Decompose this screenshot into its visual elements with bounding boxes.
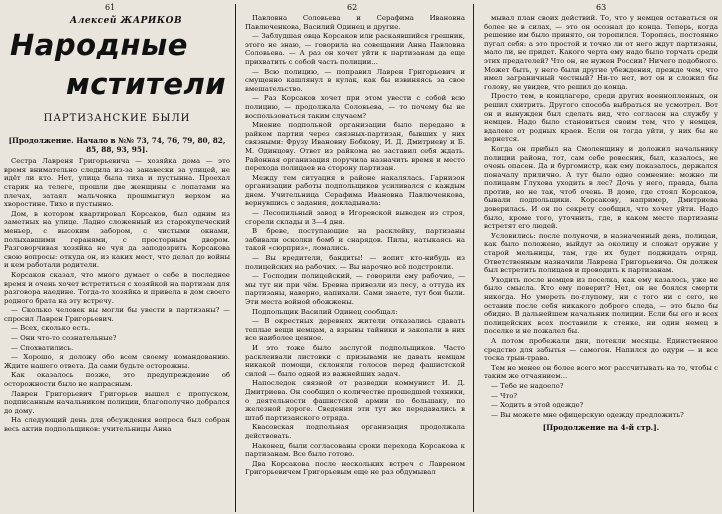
- column-divider: [473, 4, 474, 512]
- paragraph: Сестра Лавреня Григорьевича — хозяйка дома — это время внимательно следила из-за занавески за улицей, не идёт ли кто. Нет, улица была тиха и пустынна. Проехал старик на телеге, прошли две женщины с лопатами на плечах, затаял мальчонка прошмыгнул верхом на хворостине. Тихо и пустынно.: [4, 157, 230, 209]
- paragraph: Между тем ситуация в районе накалялась. Гарнизон организации работы подпольщиков усиливался с каждым днем. Учительница Серафима Ивановна Павлюченкова, вернувшись с задания, докладывала:: [245, 173, 465, 208]
- paragraph: И это тоже было заслугой подпольщиков. Часто расклеивали листовки с призывами не давать немцам никакой помощи, склоняли голосов перед фашистской силой — было одной из важнейших задач.: [245, 343, 465, 378]
- paragraph: — Хорошо, я доложу обо всем своему командованию. Ждите нашего ответа. Да сами будьте осторожны.: [4, 353, 230, 370]
- paragraph: — Лесопильный завод в Игоревской выведен из строя, сгорели склады и 3—4 дня.: [245, 209, 465, 226]
- article-body: [484, 14, 718, 419]
- continuation-note: [Продолжение. Начало в №№ 73, 74, 76, 79, 80, 82, 85, 88, 93, 95].: [8, 136, 226, 155]
- paragraph: — Раз Корсаков хочет при этом увести с собой всю полицию, — продолжала Соловьева, — то почему бы не воспользоваться таким случаем?: [245, 94, 465, 120]
- paragraph: Тем не менее он более всего мог рассчитывать на то, чтобы с таким же отчаянием...: [484, 363, 718, 381]
- paragraph: — Всех, сколько есть.: [11, 324, 91, 333]
- page-number: 61: [105, 3, 116, 12]
- paragraph: Мнение подпольной организации было передано в райком партии через связных-партизан, бывших у них связными: Фрузу Ивановну Бобкову, И. Д. Дмитриеву и Б. М. Одинцову. Ответ из райкома не заставил себя ждать. Районная организация поручила назначить время и место перехода полицаев на сторону партизан.: [245, 121, 465, 173]
- paragraph: Как оказалось позже, это предупреждение об осторожности было не напрасным.: [4, 371, 230, 389]
- author-byline: Алексей ЖАРИКОВ: [69, 16, 183, 26]
- column-3: [484, 14, 718, 512]
- paragraph: Просто тем, в концлагере, среди других военнопленных, он решил схитрить. Другого способа выбраться не усмотрел. Вот он и вынужден был сделать вид, что согласен на службу у немцев. Надо было становиться своим тем, что у немцев, вдалеке от родных краев. Если он тогда уйти, у них бы не вернется.: [484, 92, 718, 144]
- paragraph: На следующий день для обсуждения вопроса был собран весь актив подпольщиков: учительницы Анна: [4, 416, 230, 433]
- paragraph: — Что?: [491, 391, 518, 400]
- column-divider: [235, 4, 236, 512]
- paragraph: — Заблудшая овца Корсаков или раскаявшийся грешник, этого не знаю, — говорила на совещании Анна Павловна Соловьева. — А раз он хочет уйти к партизанам да еще прихватить с собой часть полиции...: [245, 32, 465, 66]
- paragraph: А потом пробежали дни, потекли месяцы. Единственное средство для забытья — самогон. Напился до одури — и все тоска трын-трава.: [484, 336, 718, 363]
- paragraph: Два Корсакова после нескольких встреч с Лавреном Григорьевичем Григорьевым еще не раз обдумывал: [245, 459, 465, 477]
- paragraph: — Тебе не надоело?: [491, 381, 564, 390]
- paragraph: Подпольщик Василий Одинец сообщал:: [252, 307, 398, 316]
- paragraph: — В окрестных деревнях жители отказались сдавать теплые вещи немцам, а взрывы тайники и закопали в них все наиболее ценное.: [245, 317, 465, 343]
- paragraph: Корсаков сказал, что много думает о себе в последнее время и очень хочет встретиться с хозяйкой на партизан для разговора наедине. Тогда-то хозяйка и привела в дом своего родного брата на эту встречу.: [4, 270, 230, 305]
- paragraph: — Господин полицейский, — говорили ему рабочие, — мы тут ни при чём. Бревна привезли из лесу, а оттуда их партизаны, наверно, напихали. Сами знаете, тут бои были. Эти места войной обожжены.: [245, 272, 465, 306]
- paragraph: — Спохватились.: [11, 343, 74, 352]
- continued-on-note: [Продолжение на 4-й стр.].: [542, 423, 660, 433]
- paragraph: — Ходить в этой одежде?: [491, 401, 584, 410]
- paragraph: — Сколько человек вы могли бы увести в партизаны? — спросил Лаврен Григорьевич.: [4, 306, 230, 323]
- paragraph: Павловна Соловьева и Серафима Ивановна Павлюченкова, Василий Одинец и другие.: [245, 14, 465, 31]
- headline-line-1: Народные: [10, 27, 188, 62]
- paragraph: — Вы можете мне офицерскую одежду предложить?: [491, 410, 684, 419]
- paragraph: Лаврен Григорьевич Григорьев вышел с пропуском, подписанным начальником полиции, благополучно добрался до дому.: [4, 389, 230, 415]
- column-2: [245, 14, 465, 512]
- rubric-subtitle: ПАРТИЗАНСКИЕ БЫЛИ: [43, 112, 191, 124]
- paragraph: — Они что-то сознательные?: [11, 334, 117, 343]
- paragraph: Когда он прибыл на Смоленщину и доложил начальнику полиции района, тот, сам себе ровесник, был, казалось, не очень опасен. Да и бургомистр, как ему показалось, держался поначалу прилично. А тут было одно сомнение: можно ли полицаям Глухова уходить в лес? Дочь у него, правда, была против, но не так, чтоб очень. В доме, где стоял Корсаков, бывали подпольщики. Корсакову, например, Дмитриева доверилась. И он по секрету сообщил, что хочет уйти. Надо было, кроме того, уточнить, где, в каком месте партизаны встретят его людей.: [484, 144, 718, 231]
- paragraph: мывал план своих действий. То, что у немцев оставаться он более не в силах, — это он осознал до конца. Теперь, когда решение им было принято, он торопился. Торопясь, постоянно пугал себя: а это простой и точно ли от него ждут партизаны, мало ли, не придет. Какого черта ему надо было торчать среди этих предателей? Что он, не нужен России? Ничего подобного. Может быть, у него были другие убеждения, прежде чем, что имел заграничный честный? Ни-то нет, вот он и сложил бы голову, не увидев, что решил до конца.: [484, 14, 718, 91]
- paragraph: Квасовская подпольная организация продолжала действовать.: [245, 423, 465, 440]
- paragraph: Уходить после немцев из поселка, как ему казалось, уже не было смысла. Кто ему поверит? Нет, он не боялся смерти никогда. Но умереть по-глупому, ни с того ни с сего, не оставив после себя никакого доброго следа, — это было бы обидно. В дальнейшем начальник полиции. Если бы его и всех полицейских всех поставили к стенке, ни один немец в поселке и не пожалел бы.: [484, 275, 718, 336]
- column-1: [4, 14, 230, 512]
- paragraph: — Всю полицию, — поправил Лаврен Григорьевич и смущенно кашлянул в кулак, как бы извиняясь за свое вмешательство.: [245, 67, 465, 93]
- page-number: 62: [347, 3, 358, 12]
- paragraph: — Вы вредители, бандиты! — вопит кто-нибудь из полицейских на рабочих. — Вы нарочно всё подстроили.: [245, 254, 465, 271]
- article-body: [4, 157, 230, 433]
- paragraph: Дом, в котором квартировал Корсаков, был одним из заметных на улице. Ладно сложенный из старокупеческий меньер, с высоким забором, с чистыми окнами, полыхавшими геранями, с просторным двором. Разговорчивая хозяйка не чуя да заподозрить Корсакова свою вопросы: откуда он, из каких мест, что делал до войны и кем работали родители.: [4, 209, 230, 270]
- paragraph: Напоследок связной от разведки коммунист И. Д. Дмитриева. Он сообщил о количестве прошедшей техники, о деятельности фашистской армии по большаку, по железной дороге. Сведения эти тут же передавались в штаб партизанского отряда.: [245, 379, 465, 422]
- paragraph: В бреве, поступающие на расклейку, партизаны забивали осколки бомб и снарядов. Пилы, натыкаясь на такой «сюрприз», ломались.: [245, 227, 465, 253]
- article-body: [245, 14, 465, 477]
- page-number: 63: [596, 3, 607, 12]
- headline-line-2: мстители: [66, 66, 227, 101]
- paragraph: Наконец, были согласованы сроки перехода Корсакова к партизанам. Все было готово.: [245, 441, 465, 459]
- paragraph: Условились: после полуночи, в назначенный день, полицаи, как было положено, выйдут за околицу и сложат оружие у старой мельницы, там, где их будет поджидать отряд. Ответственным назначили Лаврена Григорьевича. Он должен был встретить полицаев и проводить к партизанам.: [484, 231, 718, 275]
